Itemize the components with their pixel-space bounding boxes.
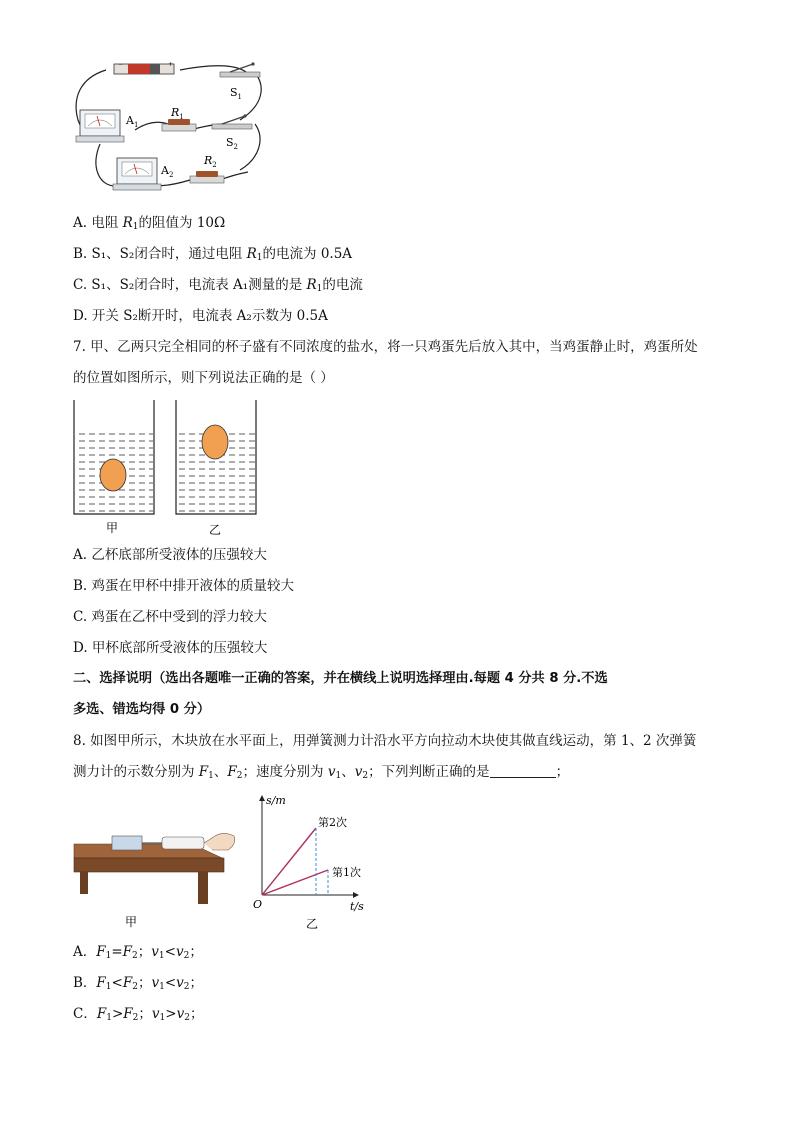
svg-text:S1: $S_1$ (230, 86, 243, 101)
y-axis-label: s/m (266, 794, 286, 807)
battery-icon (114, 61, 174, 74)
cups-figure (68, 396, 268, 538)
q7-option-b: B. 鸡蛋在甲杯中排开液体的质量较大 (73, 578, 295, 594)
q8-option-c: C．$F_1>F_2$；$v_1>v_2$； (73, 1006, 204, 1023)
q7-option-d: D. 甲杯底部所受液体的压强较大 (73, 640, 268, 656)
svg-text:S2: $S_2$ (226, 136, 239, 151)
resistor-r2-icon (190, 171, 224, 183)
q6-option-a: A. 电阻 $R_1$的阻值为 10Ω (73, 215, 226, 232)
st-graph (250, 790, 380, 935)
q8-stem-line2: 测力计的示数分别为 $F_1$、$F_2$；速度分别为 $v_1$、$v_2$；下列判断正确的是 ； (73, 764, 570, 781)
series-label-1: 第1次 (332, 866, 361, 879)
q8-stem-line1: 8. 如图甲所示，木块放在水平面上，用弹簧测力计沿水平方向拉动木块使其做直线运动，第 1、2 次弹簧 (73, 733, 697, 749)
egg-right (202, 425, 228, 459)
table-figure (72, 826, 242, 931)
cup-left-label: 甲 (106, 521, 119, 535)
q6-option-d: D. 开关 S₂断开时，电流表 A₂示数为 0.5A (73, 308, 328, 324)
q8-option-a: A．$F_1=F_2$；$v_1<v_2$； (73, 944, 203, 961)
ammeter-a2-icon (113, 158, 161, 190)
q6-option-c: C. S₁、S₂闭合时，电流表 A₁测量的是 $R_1$的电流 (73, 277, 363, 294)
fig-left-label: 甲 (125, 915, 138, 929)
spring-scale-icon (162, 837, 204, 849)
q6-option-b: B. S₁、S₂闭合时，通过电阻 $R_1$的电流为 0.5A (73, 246, 353, 263)
origin-label: O (253, 898, 263, 911)
q7-option-c: C. 鸡蛋在乙杯中受到的浮力较大 (73, 609, 267, 625)
svg-text:+: + (168, 61, 174, 68)
label-a1: A (126, 114, 134, 127)
ammeter-a1-icon (76, 110, 124, 142)
q7-stem-line2: 的位置如图所示，则下列说法正确的是（ ） (73, 370, 334, 386)
series-label-2: 第2次 (318, 816, 347, 829)
section2-heading-line1: 二、选择说明（选出各题唯一正确的答案，并在横线上说明选择理由.每题 4 分共 8 分.不选 (73, 671, 608, 686)
switch-s2-icon (212, 114, 252, 129)
svg-text:R2: $R_2$ (204, 154, 217, 169)
cup-left (74, 400, 154, 514)
cup-right-label: 乙 (209, 523, 222, 537)
fig-right-label: 乙 (306, 917, 319, 931)
q7-stem-line1: 7. 甲、乙两只完全相同的杯子盛有不同浓度的盐水，将一只鸡蛋先后放入其中，当鸡蛋静止时，鸡蛋所处 (73, 339, 698, 355)
cup-right (176, 400, 256, 514)
svg-text:R1: $R_1$ (171, 106, 184, 121)
label-a2: A (161, 164, 169, 177)
svg-text:−: − (118, 61, 124, 68)
svg-text:A1: $A_1$ (126, 114, 139, 129)
egg-left (100, 459, 126, 491)
answer-blank[interactable] (490, 764, 556, 778)
section2-heading-line2: 多选、错选均得 0 分） (73, 702, 211, 717)
svg-text:A2: $A_2$ (161, 164, 174, 179)
hand-icon (204, 833, 235, 850)
circuit-diagram (70, 58, 270, 198)
label-r2: R (204, 154, 213, 167)
label-s1: S (230, 86, 238, 99)
x-axis-label: t/s (350, 900, 364, 913)
q8-option-b: B．$F_1<F_2$；$v_1<v_2$； (73, 975, 204, 992)
switch-s1-icon (220, 62, 260, 77)
label-r1: R (171, 106, 180, 119)
label-s2: S (226, 136, 234, 149)
wood-block-icon (112, 836, 142, 850)
q7-option-a: A. 乙杯底部所受液体的压强较大 (73, 547, 267, 563)
